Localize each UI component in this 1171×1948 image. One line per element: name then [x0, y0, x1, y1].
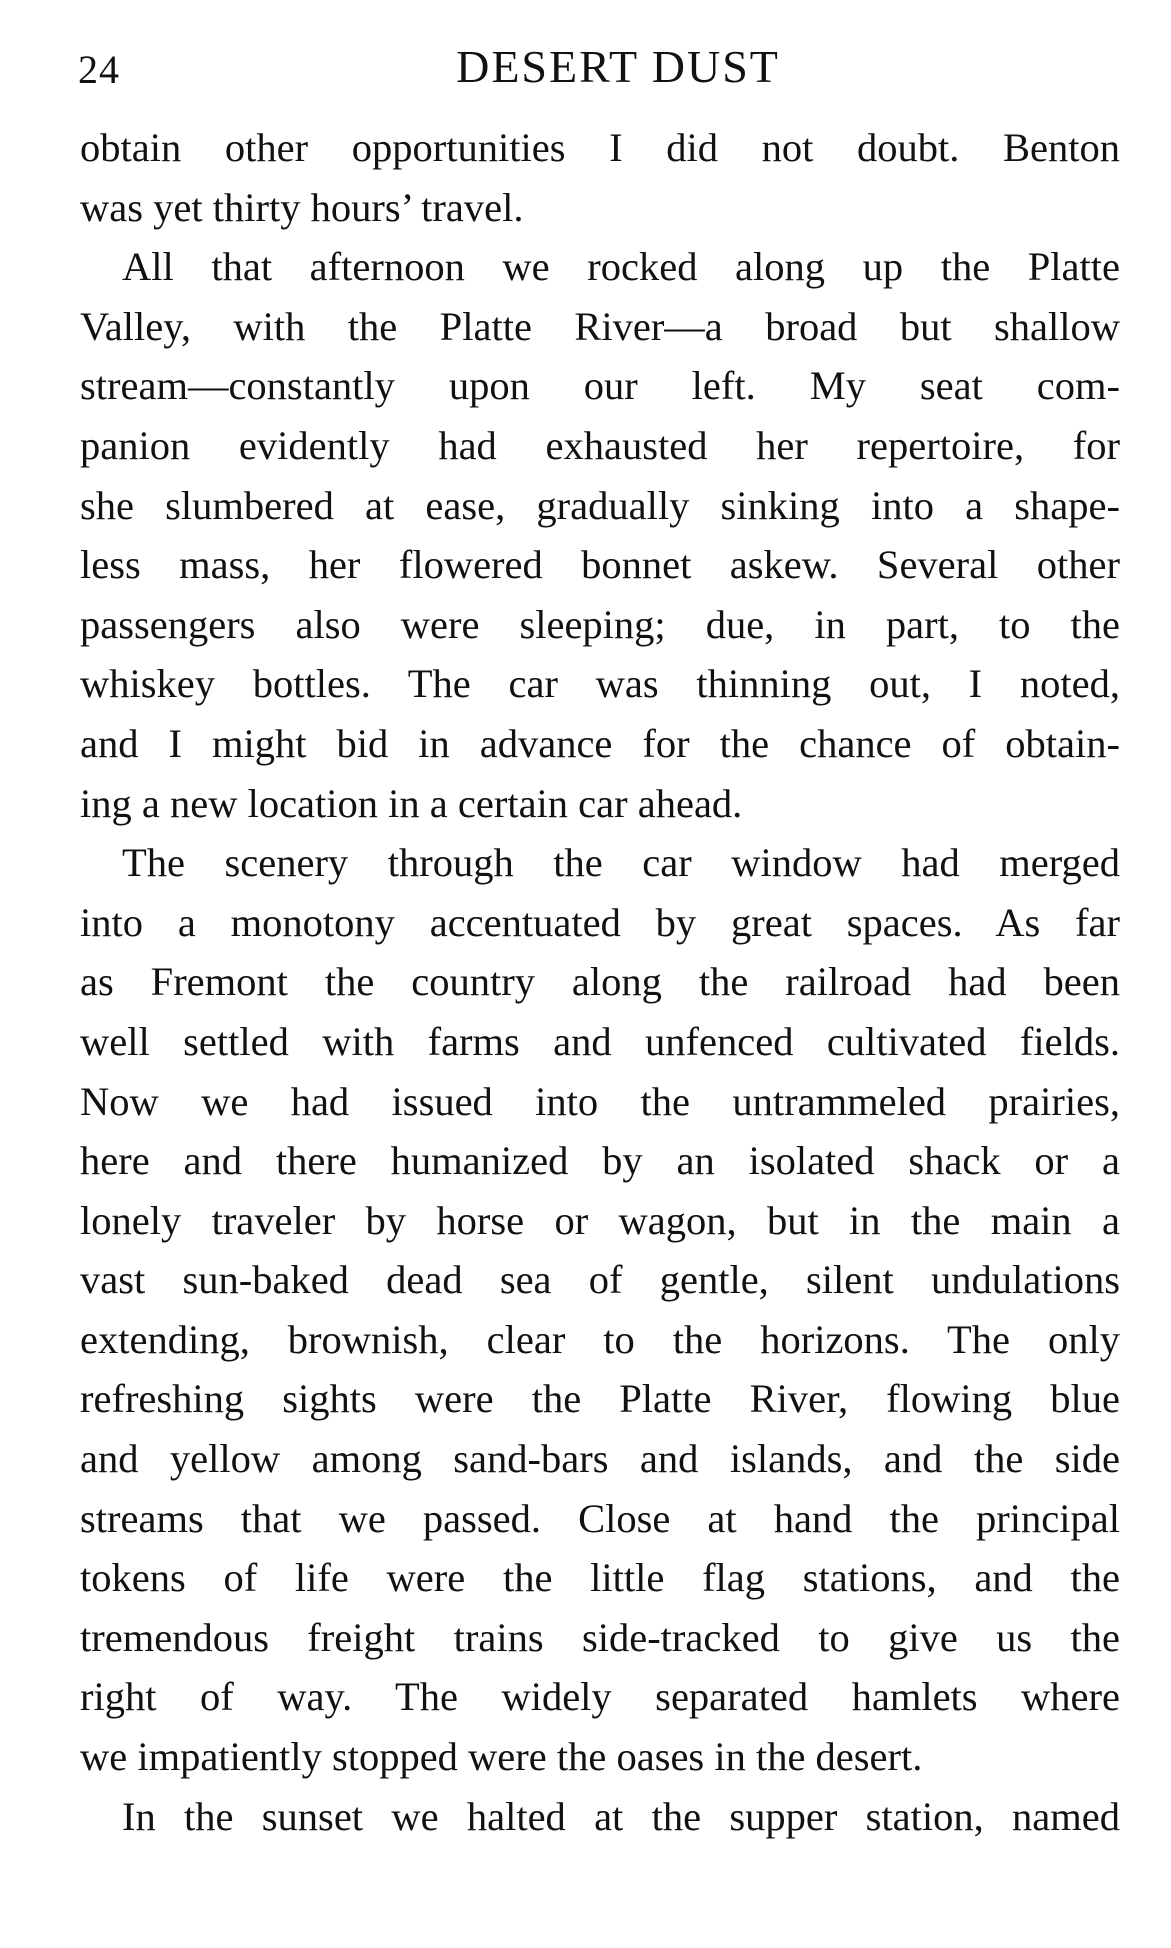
text-line: Now we had issued into the untrammeled prairies,: [80, 1078, 1120, 1124]
text-line: obtain other opportunities I did not doubt. Benton: [80, 125, 1120, 170]
text-line: she slumbered at ease, gradually sinking into a shape-: [80, 482, 1120, 528]
text-line: less mass, her flowered bonnet askew. Several other: [80, 542, 1120, 588]
text-line: and I might bid in advance for the chance of obtain-: [80, 720, 1120, 766]
text-line: In the sunset we halted at the supper station, named: [122, 1793, 1120, 1839]
text-line: was yet thirty hours’ travel.: [80, 184, 524, 230]
text-line: tremendous freight trains side-tracked to give us the: [80, 1614, 1120, 1660]
text-line: and yellow among sand-bars and islands, and the side: [80, 1436, 1120, 1482]
page-header: [78, 40, 1098, 100]
page-number: 24: [78, 47, 120, 92]
text-line: All that afternoon we rocked along up the Platte: [122, 244, 1120, 290]
text-line: The scenery through the car window had merged: [122, 840, 1120, 886]
text-line: whiskey bottles. The car was thinning out, I noted,: [80, 661, 1120, 707]
text-line: into a monotony accentuated by great spaces. As far: [80, 899, 1120, 945]
text-line: tokens of life were the little flag stations, and the: [80, 1555, 1120, 1601]
text-line: extending, brownish, clear to the horizons. The only: [80, 1316, 1120, 1362]
text-line: stream—constantly upon our left. My seat com-: [80, 363, 1120, 409]
text-line: Valley, with the Platte River—a broad but shallow: [80, 303, 1120, 349]
body-text: [80, 118, 1120, 1846]
text-line: here and there humanized by an isolated shack or a: [80, 1138, 1120, 1184]
text-line: lonely traveler by horse or wagon, but in the main a: [80, 1197, 1120, 1243]
text-line: we impatiently stopped were the oases in the desert.: [80, 1734, 923, 1780]
text-line: streams that we passed. Close at hand the principal: [80, 1495, 1120, 1541]
text-line: right of way. The widely separated hamlets where: [80, 1674, 1120, 1720]
text-line: refreshing sights were the Platte River, flowing blue: [80, 1376, 1120, 1422]
text-line: ing a new location in a certain car ahead.: [80, 780, 743, 826]
text-line: as Fremont the country along the railroad had been: [80, 959, 1120, 1005]
text-line: panion evidently had exhausted her repertoire, for: [80, 422, 1120, 468]
text-line: passengers also were sleeping; due, in part, to the: [80, 601, 1120, 647]
running-title: DESERT DUST: [456, 41, 780, 92]
text-line: vast sun-baked dead sea of gentle, silent undulations: [80, 1257, 1120, 1303]
text-line: well settled with farms and unfenced cultivated fields.: [80, 1018, 1120, 1064]
